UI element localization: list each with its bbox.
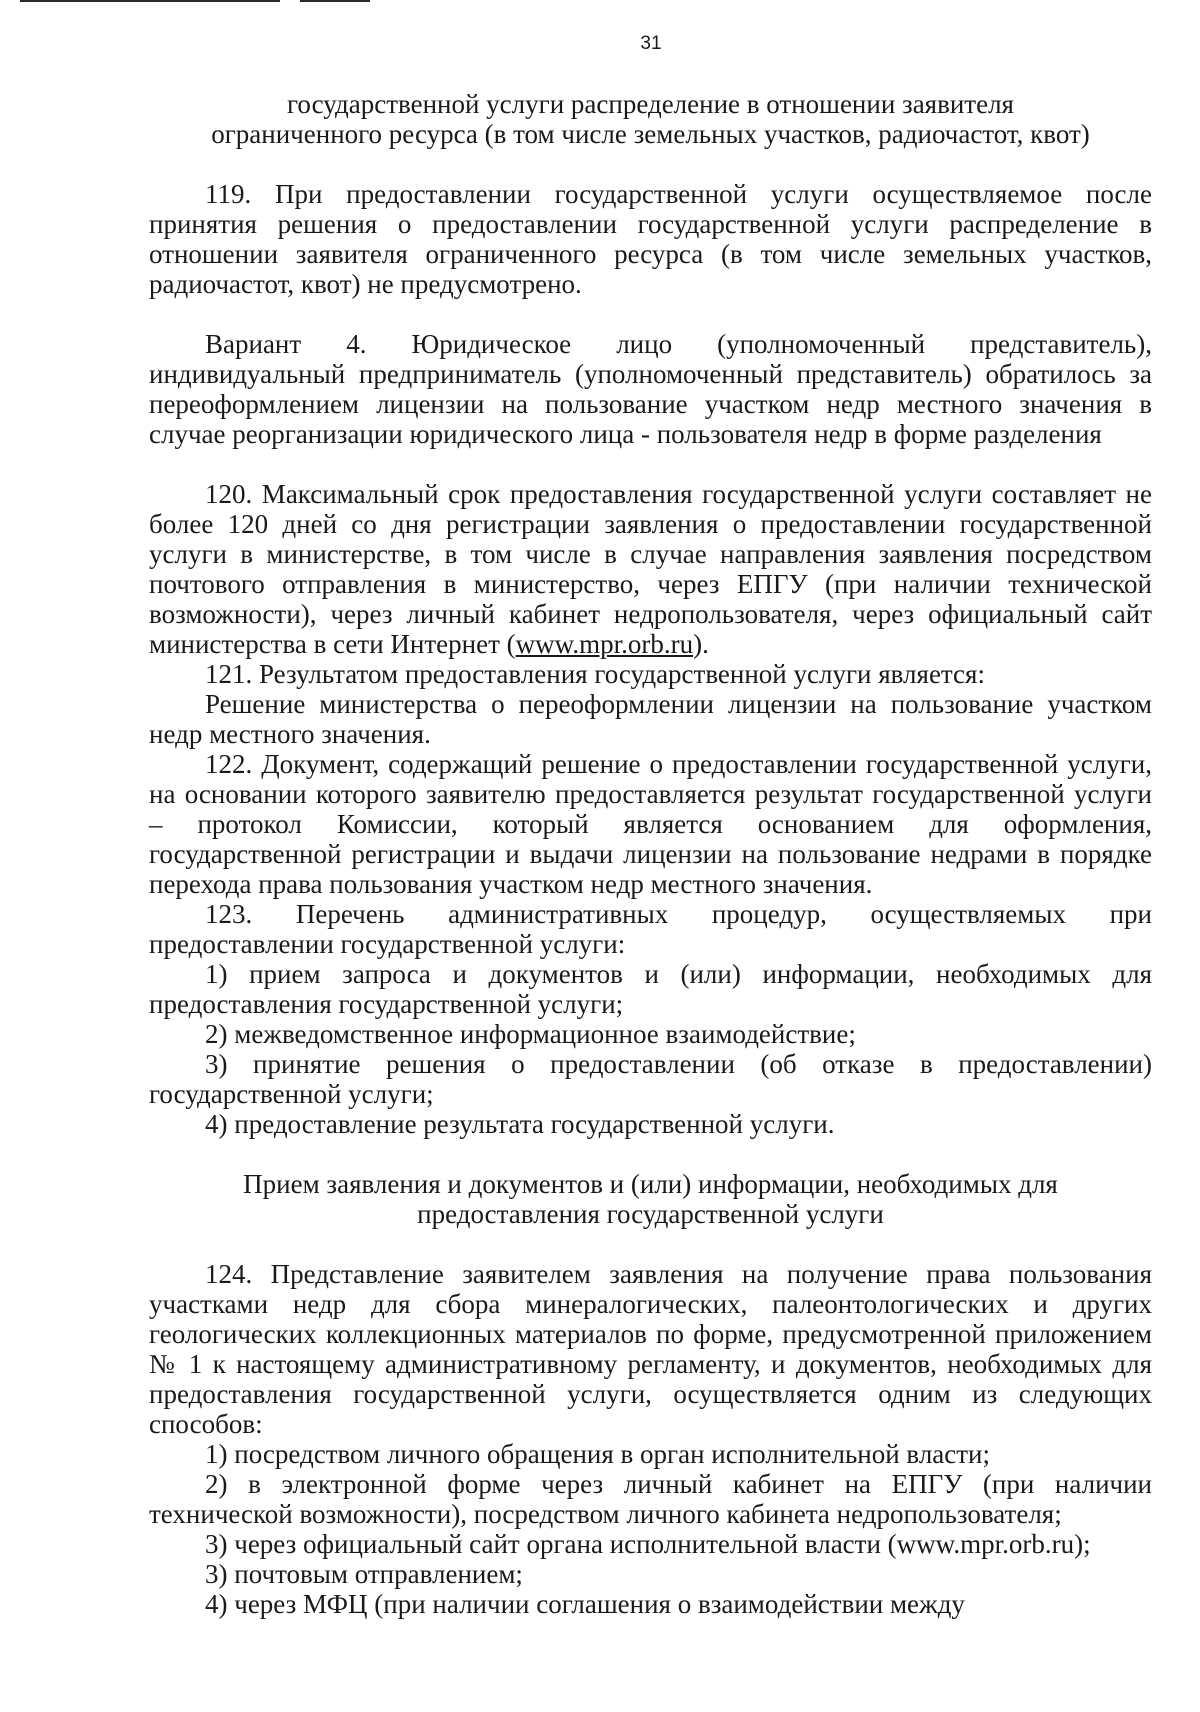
- spacer: [149, 449, 1152, 479]
- list-item: 2) в электронной форме через личный кабинет на ЕПГУ (при наличии технической возможности), посредством личного кабинета недропользователя;: [149, 1469, 1152, 1529]
- list-item: 1) посредством личного обращения в орган исполнительной власти;: [205, 1439, 991, 1469]
- paragraph-123: 123. Перечень административных процедур, осуществляемых при предоставлении государственной услуги:: [149, 899, 1152, 959]
- ministry-website-link[interactable]: www.mpr.orb.ru: [515, 629, 694, 659]
- list-item: 2) межведомственное информационное взаимодействие;: [205, 1019, 856, 1049]
- paragraph-120-end: ).: [693, 629, 709, 659]
- scan-artifact-line: [300, 0, 370, 2]
- paragraph-121: 121. Результатом предоставления государственной услуги является:: [205, 659, 985, 689]
- list-item: 3) через официальный сайт органа исполнительной власти (www.mpr.orb.ru);: [205, 1529, 1091, 1559]
- list-item: 4) через МФЦ (при наличии соглашения о взаимодействии между: [205, 1589, 965, 1619]
- spacer: [149, 299, 1152, 329]
- paragraph-121-result: Решение министерства о переоформлении лицензии на пользование участком недр местного значения.: [149, 689, 1152, 749]
- document-body: [149, 89, 1152, 1619]
- paragraph-119: 119. При предоставлении государственной услуги осуществляемое после принятия решения о предоставлении государственной услуги распределение в отношении заявителя ограниченного ресурса (в том числе земельных участков, радиочастот, квот) не предусмотрено.: [149, 179, 1152, 299]
- page-number: 31: [640, 33, 662, 54]
- variant-4-heading: Вариант 4. Юридическое лицо (уполномоченный представитель), индивидуальный предприниматель (уполномоченный представитель) обратилось за переоформлением лицензии на пользование участком недр местного значения в случае реорганизации юридического лица - пользователя недр в форме разделения: [149, 329, 1152, 449]
- paragraph-124: 124. Представление заявителем заявления на получение права пользования участками недр для сбора минералогических, палеонтологических и других геологических коллекционных материалов по форме, предусмотренной приложением № 1 к настоящему административному регламенту, и документов, необходимых для предоставления государственной услуги, осуществляется одним из следующих способов:: [149, 1259, 1152, 1439]
- spacer: [149, 149, 1152, 179]
- section-heading: государственной услуги распределение в отношении заявителя ограниченного ресурса (в том числе земельных участков, радиочастот, квот): [211, 89, 1090, 149]
- list-item: 1) прием запроса и документов и (или) информации, необходимых для предоставления государственной услуги;: [149, 959, 1152, 1019]
- paragraph-120: [149, 479, 1152, 659]
- spacer: [149, 1139, 1152, 1169]
- paragraph-122: 122. Документ, содержащий решение о предоставлении государственной услуги, на основании которого заявителю предоставляется результат государственной услуги – протокол Комиссии, который является основанием для оформления, государственной регистрации и выдачи лицензии на пользование недрами в порядке перехода права пользования участком недр местного значения.: [149, 749, 1152, 899]
- scan-artifact-line: [20, 0, 280, 2]
- spacer: [149, 1229, 1152, 1259]
- list-item: 4) предоставление результата государственной услуги.: [205, 1109, 835, 1139]
- paragraph-120-text: 120. Максимальный срок предоставления государственной услуги составляет не более 120 дней со дня регистрации заявления о предоставлении государственной услуги в министерстве, в том числе в случае направления заявления посредством почтового отправления в министерство, через ЕПГУ (при наличии технической возможности), через личный кабинет недропользователя, через официальный сайт министерства в сети Интернет (: [149, 479, 1152, 659]
- list-item: 3) принятие решения о предоставлении (об отказе в предоставлении) государственной услуги;: [149, 1049, 1152, 1109]
- list-item: 3) почтовым отправлением;: [205, 1559, 523, 1589]
- section-heading: Прием заявления и документов и (или) информации, необходимых для предоставления государственной услуги: [243, 1169, 1058, 1229]
